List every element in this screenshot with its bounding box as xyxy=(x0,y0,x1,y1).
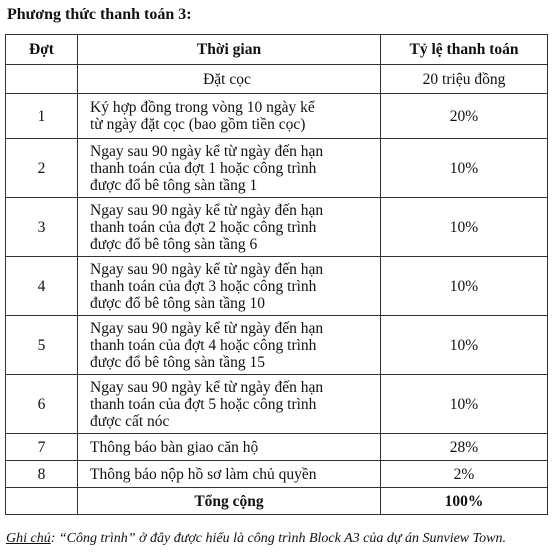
table-row xyxy=(6,257,548,316)
phase-time: Ngay sau 90 ngày kể từ ngày đến hạn thanh toán của đợt 5 hoặc công trình được cất nóc xyxy=(78,375,381,434)
table-row xyxy=(6,316,548,375)
table-row xyxy=(6,375,548,434)
phase-time: Ký hợp đồng trong vòng 10 ngày kể từ ngày đặt cọc (bao gồm tiền cọc) xyxy=(78,94,381,139)
phase-number: 1 xyxy=(6,94,78,139)
phase-number: 2 xyxy=(6,139,78,198)
table-row xyxy=(6,461,548,488)
header-phase: Đợt xyxy=(6,35,78,65)
phase-time: Ngay sau 90 ngày kể từ ngày đến hạn thanh toán của đợt 2 hoặc công trình được đổ bê tông sàn tầng 6 xyxy=(78,198,381,257)
phase-time: Thông báo bàn giao căn hộ xyxy=(78,434,381,461)
table-row xyxy=(6,94,548,139)
phase-rate: 10% xyxy=(381,198,548,257)
footnote-label: Ghi chú xyxy=(6,531,51,546)
section-heading: Phương thức thanh toán 3: xyxy=(7,6,192,23)
total-label: Tổng cộng xyxy=(78,488,381,515)
total-rate: 100% xyxy=(381,488,548,515)
phase-rate: 2% xyxy=(381,461,548,488)
table-row-deposit xyxy=(6,65,548,94)
table-row xyxy=(6,198,548,257)
phase-number: 3 xyxy=(6,198,78,257)
payment-schedule-table xyxy=(5,34,548,515)
table-row-total xyxy=(6,488,548,515)
deposit-phase-cell xyxy=(6,65,78,94)
total-phase-cell xyxy=(6,488,78,515)
phase-number: 7 xyxy=(6,434,78,461)
header-time: Thời gian xyxy=(78,35,381,65)
phase-rate: 20% xyxy=(381,94,548,139)
deposit-time-cell: Đặt cọc xyxy=(78,65,381,94)
phase-number: 5 xyxy=(6,316,78,375)
header-rate: Tỷ lệ thanh toán xyxy=(381,35,548,65)
phase-time: Thông báo nộp hồ sơ làm chủ quyền xyxy=(78,461,381,488)
phase-rate: 28% xyxy=(381,434,548,461)
phase-rate: 10% xyxy=(381,375,548,434)
table-row xyxy=(6,434,548,461)
phase-time: Ngay sau 90 ngày kể từ ngày đến hạn thanh toán của đợt 3 hoặc công trình được đổ bê tông sàn tầng 10 xyxy=(78,257,381,316)
footnote-text: : “Công trình” ở đây được hiểu là công trình Block A3 của dự án Sunview Town. xyxy=(50,531,506,546)
phase-rate: 10% xyxy=(381,257,548,316)
phase-number: 4 xyxy=(6,257,78,316)
phase-number: 8 xyxy=(6,461,78,488)
phase-rate: 10% xyxy=(381,316,548,375)
table-row xyxy=(6,139,548,198)
phase-rate: 10% xyxy=(381,139,548,198)
phase-time: Ngay sau 90 ngày kể từ ngày đến hạn thanh toán của đợt 4 hoặc công trình được đổ bê tông sàn tầng 15 xyxy=(78,316,381,375)
deposit-rate-cell: 20 triệu đồng xyxy=(381,65,548,94)
table-header-row xyxy=(6,35,548,65)
phase-number: 6 xyxy=(6,375,78,434)
footnote xyxy=(6,531,506,547)
phase-time: Ngay sau 90 ngày kể từ ngày đến hạn thanh toán của đợt 1 hoặc công trình được đổ bê tông sàn tầng 1 xyxy=(78,139,381,198)
